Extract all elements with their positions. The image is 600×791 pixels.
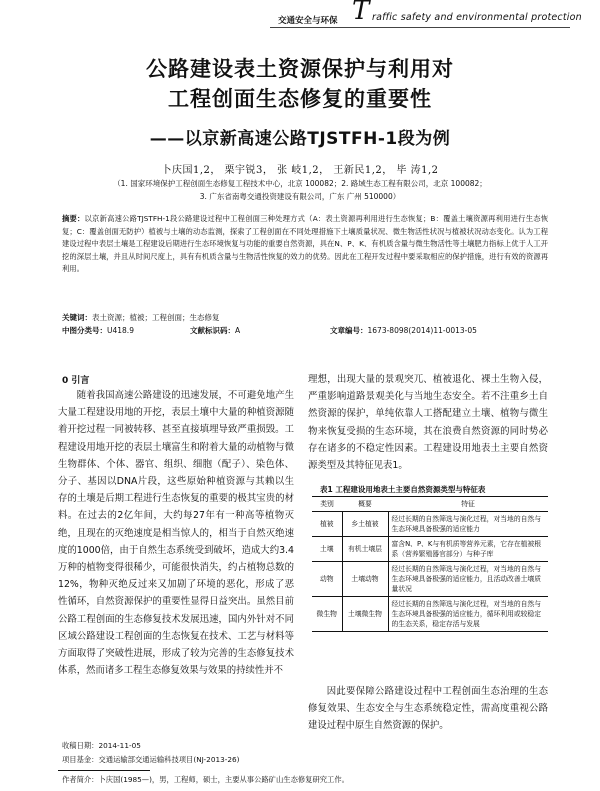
abstract [62, 213, 548, 276]
keywords-text: 表土资源；植被；工程创面；生态修复 [92, 313, 220, 322]
footnote-received: 收稿日期：2014-11-05 [62, 741, 141, 750]
keywords-label: 关键词： [62, 313, 92, 322]
right-column-body-bottom [308, 683, 548, 735]
journal-logo-letter: T [352, 0, 370, 26]
table-caption: 表1 工程建设用地表土主要自然资源类型与特征表 [320, 485, 486, 494]
footnote-funding: 项目基金：交通运输部交通运输科技项目(NJ-2013-26) [62, 755, 240, 764]
table-cell: 经过长期的自然筛选与演化过程，对当地的自然与生态环境具备极强的适应能力，且活动改善土壤质量状况 [388, 562, 548, 597]
footnote-author-bio: 作者简介：卜庆国(1985—)，男，工程师，硕士，主要从事公路矿山生态修复研究工作。 [62, 775, 349, 784]
table-cell: 植被 [312, 512, 342, 537]
table-header-row [312, 497, 548, 512]
table-header: 类别 [312, 497, 342, 512]
table-row [312, 597, 548, 632]
title-line-1: 公路建设表土资源保护与利用对 [146, 57, 454, 81]
clc-label: 中图分类号： [62, 326, 107, 335]
keywords [62, 312, 220, 323]
table-row [312, 562, 548, 597]
table-cell: 土壤动物 [342, 562, 388, 597]
table-cell: 有机土壤层 [342, 537, 388, 562]
journal-name-en: raffic safety and environmental protection [372, 12, 582, 23]
paragraph: 随着我国高速公路建设的迅速发展，不可避免地产生大量工程建设用地的开挖，表层土壤中大量的种植资源随着开挖过程一同被转移、甚至直接填埋导致严重损毁。工程建设用地开挖的表层土壤富生和附着大量的动植物与微生物群体、个体、器官、组织、细胞（配子）、染色体、分子、基因以DNA片段，这些原始种植资源与其赖以生存的土壤是后期工程进行生态恢复的重要的极其宝贵的材料。在过去的2亿年间，大约每27年有一种高等植物灭绝，且现在的灭绝速度是相当惊人的，相当于自然灭绝速度的1000倍，由于自然生态系统受到破坏，造成大约3.4万种的植物变得很稀少，可能很快消失，约占植物总数的12%，物种灭绝反过来又加剧了环境的恶化，形成了恶性循环，自然资源保护的重要性显得日益突出。虽然目前公路工程创面的生态修复技术发展迅速，国内外针对不同区域公路建设工程创面的生态恢复在技术、工艺与材料等方面取得了突破性进展，形成了较为完善的生态修复技术体系，然而诸多工程生态修复效果与效果的持续性并不 [58, 390, 294, 677]
document-code [190, 325, 240, 336]
subtitle: ——以京新高速公路TJSTFH-1段为例 [149, 129, 451, 149]
article-id [330, 325, 477, 336]
id-label: 文章编号： [330, 326, 368, 335]
table-resources [312, 496, 548, 632]
left-column-body [58, 387, 294, 679]
table-cell: 乡土植被 [342, 512, 388, 537]
table-header: 概要 [342, 497, 388, 512]
table-row [312, 537, 548, 562]
paragraph: 因此要保障公路建设过程中工程创面生态治理的生态修复效果、生态安全与生态系统稳定性，需高度重视公路建设过程中原生自然资源的保护。 [308, 686, 548, 732]
doc-label: 文献标识码： [190, 326, 235, 335]
table-cell: 经过长期的自然筛选与演化过程，对当地的自然与生态环境具备极强的适应能力 [388, 512, 548, 537]
table-cell: 微生物 [312, 597, 342, 632]
abstract-label: 摘要： [62, 214, 85, 223]
table-cell: 经过长期的自然筛选与演化过程，对当地的自然与生态环境具备极强的适应能力，循环利用或较稳定的生态关系，稳定存活与发展 [388, 597, 548, 632]
section-heading-intro: 0 引言 [62, 376, 90, 386]
clc-number [62, 325, 134, 336]
affiliation-line-2: 3. 广东省南粤交通投资建设有限公司，广东 广州 510000） [199, 192, 401, 201]
table-cell: 动物 [312, 562, 342, 597]
header-rule [270, 27, 570, 28]
journal-name-cn: 交通安全与环保 [278, 16, 338, 26]
table-cell: 土壤微生物 [342, 597, 388, 632]
title-line-2: 工程创面生态修复的重要性 [168, 87, 432, 111]
table-cell: 土壤 [312, 537, 342, 562]
affiliation-line-1: （1. 国家环境保护工程创面生态修复工程技术中心，北京 100082；2. 路域生态工程有限公司，北京 100082； [113, 179, 487, 188]
table-cell: 富含N、P、K与有机质等营养元素，它存在植被根系（营养繁殖器官部分）与种子库 [388, 537, 548, 562]
author-list: 卜庆国1,2， 栗宇锐3， 张 岐1,2， 王新民1,2， 毕 涛1,2 [161, 165, 439, 176]
table-header: 特征 [388, 497, 548, 512]
clc-value: U418.9 [107, 326, 134, 335]
doc-value: A [235, 326, 241, 335]
footnote-rule [58, 770, 150, 771]
right-column-body-top [308, 371, 548, 474]
id-value: 1673-8098(2014)11-0013-05 [367, 326, 477, 335]
abstract-text: 以京新高速公路TJSTFH-1段公路建设过程中工程创面三种处理方式（A：表土资源再利用进行生态恢复；B：覆盖土壤资源再利用进行生态恢复；C：覆盖创面无防护）植被与土壤的动态监测，探索了工程创面在不同处理措施下土壤质量状况、微生物活性状况与植被状况动态变化。认为工程建设过程中表层土壤是工程建设后期进行生态环境恢复与功能的重要自然资源，具在N、P、K、有机质含量与微生物活性等土壤肥力指标上优于人工开挖的深层土壤，并且从时间尺度上，具有有机质含量与生物活性恢复的效力的优势。因此在工程开发过程中要采取相应的保护措施，进行有效的资源再利用。 [62, 214, 549, 274]
table-row [312, 512, 548, 537]
paragraph: 理想，出现大量的景观突兀、植被退化、裸土生物入侵，严重影响道路景观美化与当地生态安全。若不注重乡土自然资源的保护，单纯依靠人工搭配建立土壤、植物与微生物来恢复受损的生态环境，其在浪费自然资源的同时势必存在诸多的不稳定性因素。工程建设用地表土主要自然资源类型及其特征见表1。 [308, 374, 548, 472]
